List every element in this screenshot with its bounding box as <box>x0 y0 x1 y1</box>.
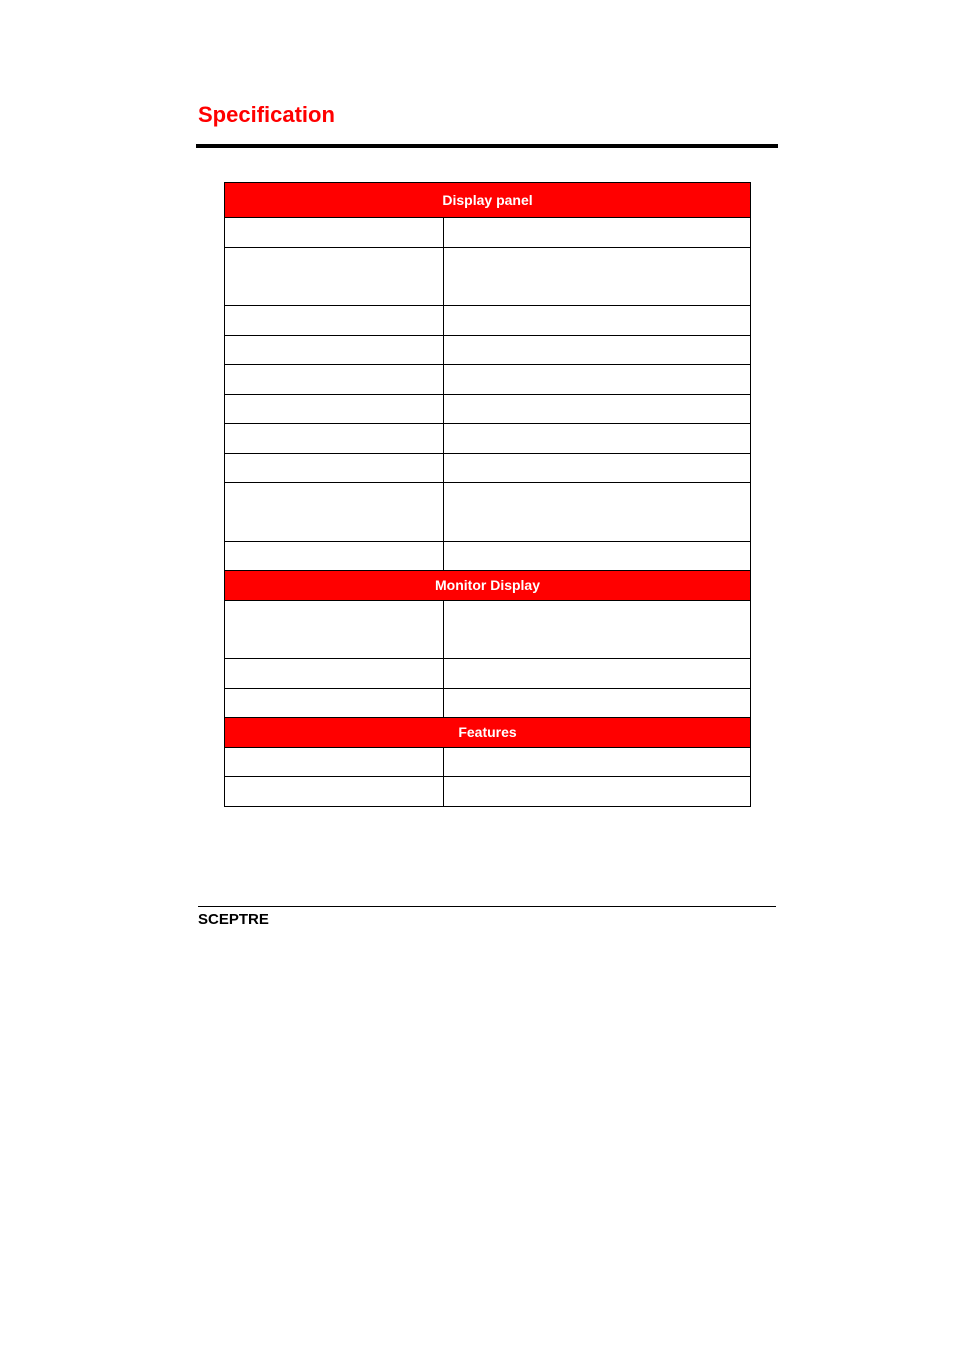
spec-label-cell <box>225 453 444 483</box>
spec-label-cell <box>225 600 444 659</box>
spec-label-cell <box>225 688 444 718</box>
spec-value-cell <box>444 218 751 248</box>
spec-value-cell <box>444 777 751 807</box>
section-header-row <box>225 718 751 748</box>
spec-row <box>225 600 751 659</box>
spec-value-cell <box>444 335 751 365</box>
spec-value-cell <box>444 747 751 777</box>
spec-row <box>225 483 751 542</box>
spec-label-cell <box>225 365 444 395</box>
spec-row <box>225 394 751 424</box>
footer-brand: SCEPTRE <box>198 911 269 928</box>
spec-value-cell <box>444 424 751 454</box>
spec-label-cell <box>225 394 444 424</box>
spec-label-cell <box>225 424 444 454</box>
specification-table <box>224 182 751 807</box>
section-header: Display panel <box>225 183 751 218</box>
spec-label-cell <box>225 659 444 689</box>
spec-value-cell <box>444 688 751 718</box>
spec-row <box>225 541 751 571</box>
footer-divider <box>198 906 776 907</box>
spec-row <box>225 306 751 336</box>
spec-label-cell <box>225 777 444 807</box>
spec-row <box>225 659 751 689</box>
spec-label-cell <box>225 335 444 365</box>
spec-row <box>225 247 751 306</box>
spec-row <box>225 335 751 365</box>
spec-value-cell <box>444 659 751 689</box>
title-divider <box>196 144 778 148</box>
spec-value-cell <box>444 541 751 571</box>
spec-row <box>225 777 751 807</box>
spec-row <box>225 453 751 483</box>
spec-label-cell <box>225 483 444 542</box>
section-header-row <box>225 571 751 601</box>
section-header: Monitor Display <box>225 571 751 601</box>
spec-value-cell <box>444 247 751 306</box>
spec-value-cell <box>444 483 751 542</box>
spec-value-cell <box>444 453 751 483</box>
specification-table-body <box>225 183 751 807</box>
spec-row <box>225 218 751 248</box>
spec-value-cell <box>444 365 751 395</box>
spec-label-cell <box>225 247 444 306</box>
spec-label-cell <box>225 541 444 571</box>
spec-value-cell <box>444 394 751 424</box>
spec-label-cell <box>225 218 444 248</box>
spec-value-cell <box>444 306 751 336</box>
page-title: Specification <box>198 102 335 127</box>
section-header-row <box>225 183 751 218</box>
spec-label-cell <box>225 306 444 336</box>
spec-label-cell <box>225 747 444 777</box>
spec-row <box>225 747 751 777</box>
section-header: Features <box>225 718 751 748</box>
spec-row <box>225 688 751 718</box>
spec-value-cell <box>444 600 751 659</box>
spec-row <box>225 365 751 395</box>
spec-row <box>225 424 751 454</box>
